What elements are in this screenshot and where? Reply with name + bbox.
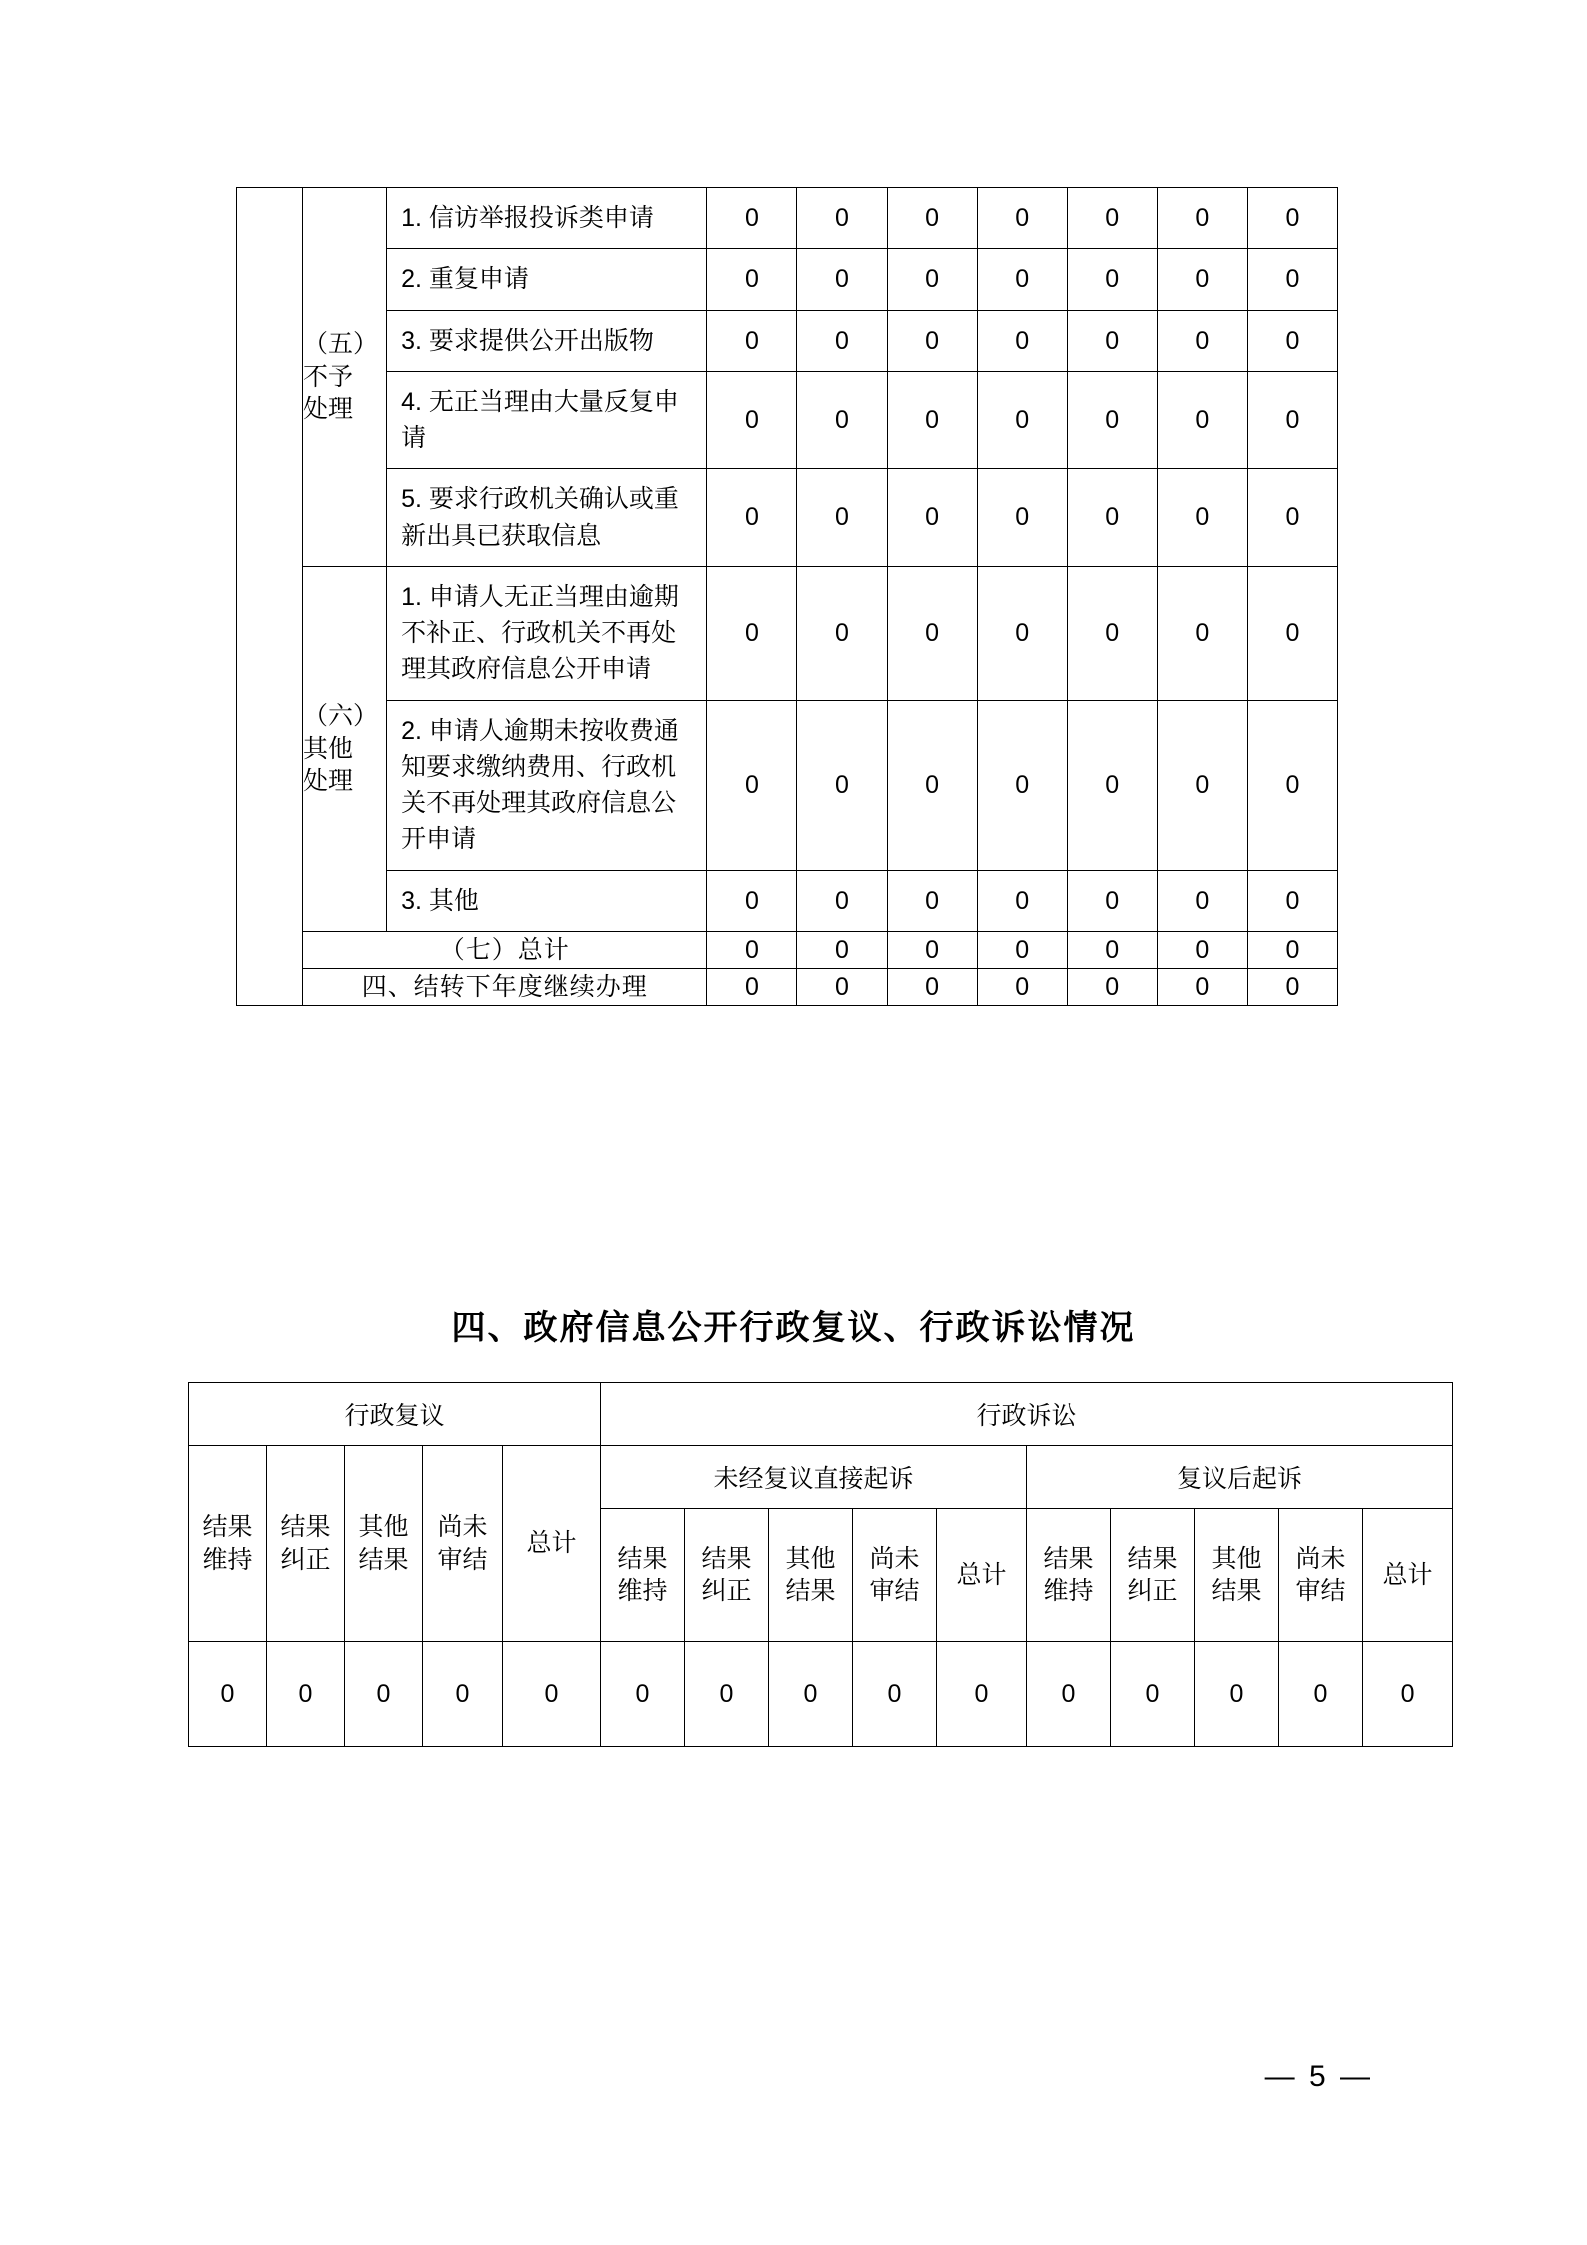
cell-value: 0 — [769, 1642, 853, 1747]
cell-value: 0 — [1067, 469, 1157, 567]
cell-value: 0 — [977, 371, 1067, 469]
cell-value: 0 — [797, 310, 887, 371]
table-row — [237, 870, 1338, 931]
cell-value: 0 — [1157, 566, 1247, 700]
cell-value: 0 — [797, 371, 887, 469]
item-label: 1. 信访举报投诉类申请 — [387, 188, 707, 249]
col-other-direct: 其他 结果 — [769, 1509, 853, 1642]
cell-value: 0 — [797, 969, 887, 1006]
cell-value: 0 — [887, 700, 977, 870]
header-after-review-litigation: 复议后起诉 — [1027, 1446, 1453, 1509]
cell-value: 0 — [1247, 188, 1337, 249]
col-uphold-after: 结果 维持 — [1027, 1509, 1111, 1642]
cell-value: 0 — [1067, 310, 1157, 371]
item-label: 1. 申请人无正当理由逾期不补正、行政机关不再处理其政府信息公开申请 — [387, 566, 707, 700]
cell-value: 0 — [1363, 1642, 1453, 1747]
col-correct-after: 结果 纠正 — [1111, 1509, 1195, 1642]
cell-value: 0 — [1067, 870, 1157, 931]
cell-value: 0 — [977, 969, 1067, 1006]
cell-value: 0 — [707, 310, 797, 371]
item-label: 4. 无正当理由大量反复申请 — [387, 371, 707, 469]
outer-group-cell — [237, 188, 303, 1006]
cell-value: 0 — [977, 566, 1067, 700]
cell-value: 0 — [707, 969, 797, 1006]
cell-value: 0 — [977, 188, 1067, 249]
col-total-review: 总计 — [503, 1446, 601, 1642]
cell-value: 0 — [601, 1642, 685, 1747]
cell-value: 0 — [977, 469, 1067, 567]
cell-value: 0 — [797, 870, 887, 931]
col-other-after: 其他 结果 — [1195, 1509, 1279, 1642]
cell-value: 0 — [797, 249, 887, 310]
cell-value: 0 — [887, 469, 977, 567]
cell-value: 0 — [977, 931, 1067, 968]
cell-value: 0 — [853, 1642, 937, 1747]
group-six-label: （六） 其他 处理 — [303, 566, 387, 931]
cell-value: 0 — [1247, 700, 1337, 870]
table-processing — [236, 187, 1338, 1006]
cell-value: 0 — [1067, 371, 1157, 469]
cell-value: 0 — [1111, 1642, 1195, 1747]
page-number: — 5 — — [1264, 2060, 1373, 2093]
cell-value: 0 — [685, 1642, 769, 1747]
cell-value: 0 — [1067, 700, 1157, 870]
cell-value: 0 — [887, 310, 977, 371]
cell-value: 0 — [887, 188, 977, 249]
group-five-label: （五） 不予 处理 — [303, 188, 387, 567]
table2-header-row2 — [189, 1446, 1453, 1509]
col-other-review: 其他 结果 — [345, 1446, 423, 1642]
item-label: 2. 申请人逾期未按收费通知要求缴纳费用、行政机关不再处理其政府信息公开申请 — [387, 700, 707, 870]
cell-value: 0 — [1067, 188, 1157, 249]
table-row-carryover — [237, 969, 1338, 1006]
item-label: 5. 要求行政机关确认或重新出具已获取信息 — [387, 469, 707, 567]
cell-value: 0 — [977, 700, 1067, 870]
复议诉讼情况表 — [188, 1382, 1433, 1747]
cell-value: 0 — [707, 931, 797, 968]
cell-value: 0 — [267, 1642, 345, 1747]
cell-value: 0 — [1247, 371, 1337, 469]
table-row — [237, 469, 1338, 567]
cell-value: 0 — [937, 1642, 1027, 1747]
cell-value: 0 — [887, 249, 977, 310]
cell-value: 0 — [1157, 249, 1247, 310]
cell-value: 0 — [707, 469, 797, 567]
cell-value: 0 — [887, 566, 977, 700]
cell-value: 0 — [1157, 931, 1247, 968]
section-heading: 四、政府信息公开行政复议、行政诉讼情况 — [451, 1309, 1136, 1347]
cell-value: 0 — [1157, 188, 1247, 249]
cell-value: 0 — [1067, 566, 1157, 700]
cell-value: 0 — [707, 371, 797, 469]
cell-value: 0 — [1247, 469, 1337, 567]
item-label: 3. 要求提供公开出版物 — [387, 310, 707, 371]
cell-value: 0 — [977, 310, 1067, 371]
table-row — [237, 188, 1338, 249]
cell-value: 0 — [1279, 1642, 1363, 1747]
table-row — [237, 371, 1338, 469]
cell-value: 0 — [797, 931, 887, 968]
cell-value: 0 — [977, 870, 1067, 931]
cell-value: 0 — [1157, 700, 1247, 870]
cell-value: 0 — [707, 700, 797, 870]
col-uphold-review: 结果 维持 — [189, 1446, 267, 1642]
cell-value: 0 — [1027, 1642, 1111, 1747]
cell-value: 0 — [1247, 566, 1337, 700]
cell-value: 0 — [1157, 969, 1247, 1006]
cell-value: 0 — [707, 249, 797, 310]
table-review-litigation — [188, 1382, 1453, 1747]
cell-value: 0 — [707, 870, 797, 931]
cell-value: 0 — [887, 931, 977, 968]
table2-data-row — [189, 1642, 1453, 1747]
table-row-total — [237, 931, 1338, 968]
cell-value: 0 — [797, 700, 887, 870]
table-row — [237, 249, 1338, 310]
header-litigation: 行政诉讼 — [601, 1383, 1453, 1446]
cell-value: 0 — [345, 1642, 423, 1747]
cell-value: 0 — [1247, 249, 1337, 310]
table-row — [237, 310, 1338, 371]
cell-value: 0 — [707, 188, 797, 249]
cell-value: 0 — [887, 969, 977, 1006]
col-pending-direct: 尚未 审结 — [853, 1509, 937, 1642]
carryover-label: 四、结转下年度继续办理 — [303, 969, 707, 1006]
cell-value: 0 — [1247, 931, 1337, 968]
cell-value: 0 — [797, 566, 887, 700]
cell-value: 0 — [1247, 310, 1337, 371]
cell-value: 0 — [423, 1642, 503, 1747]
col-uphold-direct: 结果 维持 — [601, 1509, 685, 1642]
cell-value: 0 — [797, 469, 887, 567]
table2-header-row1 — [189, 1383, 1453, 1446]
cell-value: 0 — [887, 371, 977, 469]
cell-value: 0 — [1067, 969, 1157, 1006]
cell-value: 0 — [1195, 1642, 1279, 1747]
cell-value: 0 — [1157, 469, 1247, 567]
cell-value: 0 — [1157, 870, 1247, 931]
item-label: 2. 重复申请 — [387, 249, 707, 310]
cell-value: 0 — [707, 566, 797, 700]
cell-value: 0 — [1157, 310, 1247, 371]
cell-value: 0 — [503, 1642, 601, 1747]
header-reconsideration: 行政复议 — [189, 1383, 601, 1446]
cell-value: 0 — [189, 1642, 267, 1747]
cell-value: 0 — [797, 188, 887, 249]
cell-value: 0 — [977, 249, 1067, 310]
申请处理情况表 — [236, 187, 1338, 1006]
col-pending-after: 尚未 审结 — [1279, 1509, 1363, 1642]
table-row — [237, 566, 1338, 700]
cell-value: 0 — [1247, 969, 1337, 1006]
col-correct-review: 结果 纠正 — [267, 1446, 345, 1642]
cell-value: 0 — [1247, 870, 1337, 931]
item-label: 3. 其他 — [387, 870, 707, 931]
col-pending-review: 尚未 审结 — [423, 1446, 503, 1642]
table-row — [237, 700, 1338, 870]
cell-value: 0 — [1157, 371, 1247, 469]
col-total-direct: 总计 — [937, 1509, 1027, 1642]
cell-value: 0 — [1067, 249, 1157, 310]
cell-value: 0 — [887, 870, 977, 931]
col-correct-direct: 结果 纠正 — [685, 1509, 769, 1642]
cell-value: 0 — [1067, 931, 1157, 968]
total-label: （七）总计 — [303, 931, 707, 968]
col-total-after: 总计 — [1363, 1509, 1453, 1642]
header-direct-litigation: 未经复议直接起诉 — [601, 1446, 1027, 1509]
